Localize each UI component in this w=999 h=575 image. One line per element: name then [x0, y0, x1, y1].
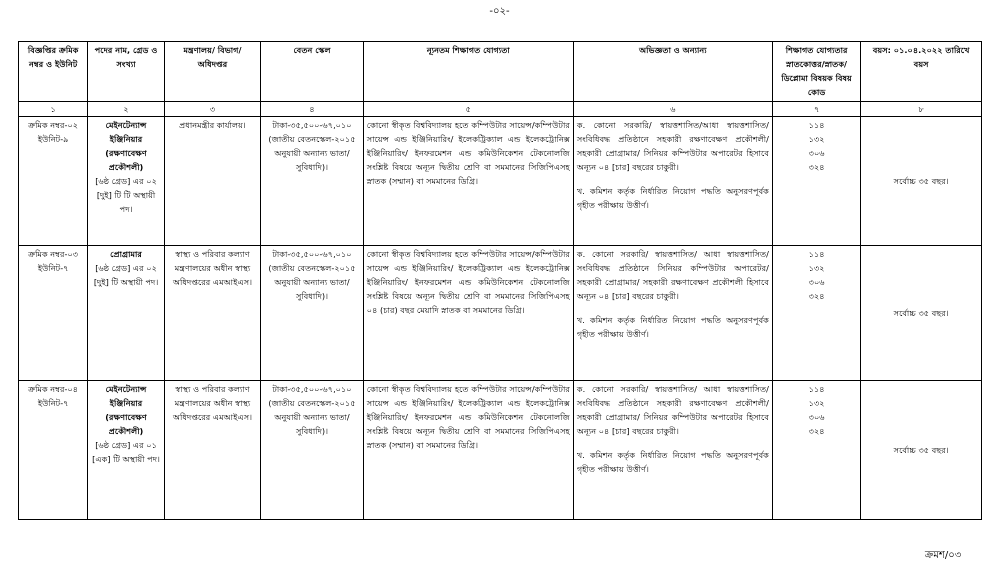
job-circular-table — [18, 41, 982, 520]
post-detail: [৬ষ্ঠ গ্রেড] এর ০২ [দুই] টি টি অস্থায়ী পদ। — [95, 176, 157, 214]
post-cell — [88, 117, 164, 246]
column-number: ৮ — [861, 102, 982, 117]
column-number: ৭ — [772, 102, 860, 117]
education-cell: কোনো স্বীকৃত বিশ্ববিদ্যালয় হতে কম্পিউটার সায়েন্স/কম্পিউটার সায়েন্স এন্ড ইঞ্জিনিয়ারিং/ ইলেকট্রিক্যাল এন্ড ইলেকট্রোনিক্স ইঞ্জিনিয়ারিং/ ইনফরমেশন এন্ড কমিউনিকেশন টেকনোলজি সংশ্লিষ্ট বিষয়ে অন্যূন দ্বিতীয় শ্রেণি বা সমমানের সিজিপিএসহ স্নাতক (সম্মান) বা সমমানের ডিগ্রি। — [363, 381, 573, 520]
subject-code: ৩০৬ — [808, 148, 825, 158]
ministry-cell: প্রধানমন্ত্রীর কার্যালয়। — [164, 117, 261, 246]
header-row — [19, 42, 982, 102]
serial-cell: ক্রমিক নম্বর-০৩ ইউনিট-৭ — [19, 246, 88, 381]
subject-code: ৩২৪ — [808, 162, 825, 172]
table-row — [19, 381, 982, 520]
subject-code-cell — [772, 117, 860, 246]
serial-cell: ক্রমিক নম্বর-০২ ইউনিট-৯ — [19, 117, 88, 246]
post-name: মেইনটেন্যান্স ইঞ্জিনিয়ার (রক্ষণাবেক্ষণ প্রকৌশলী) — [105, 120, 147, 172]
experience-clause-kha: খ. কমিশন কর্তৃক নির্ধারিত নিয়োগ পদ্ধতি অনুসরণপূর্বক গৃহীত পরীক্ষায় উত্তীর্ণ। — [576, 186, 769, 210]
column-number: ৫ — [363, 102, 573, 117]
experience-clause-kha: খ. কমিশন কর্তৃক নির্ধারিত নিয়োগ পদ্ধতি অনুসরণপূর্বক গৃহীত পরীক্ষায় উত্তীর্ণ। — [576, 315, 769, 339]
header-experience: অভিজ্ঞতা ও অন্যান্য — [573, 42, 772, 102]
subject-code: ১১৪ — [808, 120, 825, 130]
header-post: পদের নাম, গ্রেড ও সংখ্যা — [88, 42, 164, 102]
subject-code-cell — [772, 381, 860, 520]
post-detail: [৬ষ্ঠ গ্রেড] এর ০১ [এক] টি অস্থায়ী পদ। — [92, 440, 160, 464]
experience-clause-ka: ক. কোনো সরকারি/ স্বায়ত্তশাসিত/ আধা স্বায়ত্তশাসিত/ সংবিধিবদ্ধ প্রতিষ্ঠানে সিনিয়র কম্পিউটার অপারেটর/সহকারী প্রোগ্রামার/ সহকারী রক্ষণাবেক্ষণ প্রকৌশলী হিসাবে অন্যূন ০৪ [চার] বছরের চাকুরী। — [576, 249, 769, 301]
header-subject-code: শিক্ষাগত যোগ্যতার স্নাতকোত্তর/স্নাতক/ ডিপ্লোমা বিষয়ক বিষয় কোড — [772, 42, 860, 102]
subject-code: ১৩২ — [808, 263, 825, 273]
column-number: ১ — [19, 102, 88, 117]
table-row — [19, 117, 982, 246]
subject-code: ১৩২ — [808, 134, 825, 144]
education-cell: কোনো স্বীকৃত বিশ্ববিদ্যালয় হতে কম্পিউটার সায়েন্স/কম্পিউটার সায়েন্স এন্ড ইঞ্জিনিয়ারিং/ ইলেকট্রিক্যাল এন্ড ইলেকট্রোনিক্স ইঞ্জিনিয়ারিং/ ইনফরমেশন এন্ড কমিউনিকেশন টেকনোলজি সংশ্লিষ্ট বিষয়ে অন্যূন দ্বিতীয় শ্রেণি বা সমমানের সিজিপিএসহ ০৪ (চার) বছর মেয়াদি স্নাতক বা সমমানের ডিগ্রি। — [363, 246, 573, 381]
post-cell — [88, 381, 164, 520]
post-name: প্রোগ্রামার — [110, 249, 142, 259]
continuation-note: ক্রমশ/০৩ — [925, 550, 962, 561]
header-age: বয়স: ০১.০৪.২০২২ তারিখে বয়স — [861, 42, 982, 102]
experience-clause-kha: খ. কমিশন কর্তৃক নির্ধারিত নিয়োগ পদ্ধতি অনুসরণপূর্বক গৃহীত পরীক্ষায় উত্তীর্ণ। — [576, 450, 769, 474]
page-number: -০২- — [489, 6, 510, 17]
subject-code: ৩০৬ — [808, 277, 825, 287]
table-row — [19, 246, 982, 381]
experience-clause-ka: ক. কোনো সরকারি/ স্বায়ত্তশাসিত/ আধা স্বায়ত্তশাসিত/সংবিধিবদ্ধ প্রতিষ্ঠানে সহকারী রক্ষণাবেক্ষণ প্রকৌশলী/সহকারী প্রোগ্রামার/ সিনিয়র কম্পিউটার অপারেটর হিসাবে অন্যূন ০৪ [চার] বছরের চাকুরী। — [576, 384, 769, 436]
subject-code: ৩২৪ — [808, 426, 825, 436]
age-cell: সর্বোচ্চ ৩৫ বছর। — [861, 246, 982, 381]
pay-scale-cell: টাকা-৩৫,৫০০-৬৭,০১০ (জাতীয় বেতনস্কেল-২০১৫ অনুযায়ী অন্যান্য ভাতা/সুবিধাদি)। — [261, 117, 364, 246]
column-number: ৩ — [164, 102, 261, 117]
serial-cell: ক্রমিক নম্বর-০৪ ইউনিট-৭ — [19, 381, 88, 520]
experience-cell — [573, 117, 772, 246]
pay-scale-cell: টাকা-৩৫,৫০০-৬৭,০১০ (জাতীয় বেতনস্কেল-২০১৫ অনুযায়ী অন্যান্য ভাতা/সুবিধাদি)। — [261, 381, 364, 520]
experience-cell — [573, 381, 772, 520]
ministry-cell: স্বাস্থ্য ও পরিবার কল্যাণ মন্ত্রণালয়ের অধীন স্বাস্থ্য অধিদপ্তরের এমআইএস। — [164, 246, 261, 381]
ministry-cell: স্বাস্থ্য ও পরিবার কল্যাণ মন্ত্রণালয়ের অধীন স্বাস্থ্য অধিদপ্তরের এমআইএস। — [164, 381, 261, 520]
subject-code: ১১৪ — [808, 384, 825, 394]
age-cell: সর্বোচ্চ ৩৫ বছর। — [861, 117, 982, 246]
subject-code: ৩২৪ — [808, 291, 825, 301]
subject-code: ৩০৬ — [808, 412, 825, 422]
pay-scale-cell: টাকা-৩৫,৫০০-৬৭,০১০ (জাতীয় বেতনস্কেল-২০১৫ অনুযায়ী অন্যান্য ভাতা/সুবিধাদি)। — [261, 246, 364, 381]
subject-code: ১১৪ — [808, 249, 825, 259]
header-serial: বিজ্ঞপ্তির ক্রমিক নম্বর ও ইউনিট — [19, 42, 88, 102]
subject-code: ১৩২ — [808, 398, 825, 408]
age-cell: সর্বোচ্চ ৩৫ বছর। — [861, 381, 982, 520]
header-pay-scale: বেতন স্কেল — [261, 42, 364, 102]
experience-cell — [573, 246, 772, 381]
education-cell: কোনো স্বীকৃত বিশ্ববিদ্যালয় হতে কম্পিউটার সায়েন্স/কম্পিউটার সায়েন্স এন্ড ইঞ্জিনিয়ারিং/ ইলেকট্রিক্যাল এন্ড ইলেকট্রোনিক্স ইঞ্জিনিয়ারিং/ ইনফরমেশন এন্ড কমিউনিকেশন টেকনোলজি সংশ্লিষ্ট বিষয়ে অন্যূন দ্বিতীয় শ্রেণি বা সমমানের সিজিপিএসহ স্নাতক (সম্মান) বা সমমানের ডিগ্রি। — [363, 117, 573, 246]
column-number: ২ — [88, 102, 164, 117]
column-number-row — [19, 102, 982, 117]
post-detail: [৬ষ্ঠ গ্রেড] এর ০২ [দুই] টি অস্থায়ী পদ। — [93, 263, 159, 287]
subject-code-cell — [772, 246, 860, 381]
experience-clause-ka: ক. কোনো সরকারি/ স্বায়ত্তশাসিত/আধা স্বায়ত্তশাসিত/সংবিধিবদ্ধ প্রতিষ্ঠানে সহকারী রক্ষণাবেক্ষণ প্রকৌশলী/সহকারী প্রোগ্রামার/ সিনিয়র কম্পিউটার অপারেটর হিসাবে অন্যূন ০৪ [চার] বছরের চাকুরী। — [576, 120, 769, 172]
header-ministry: মন্ত্রণালয়/ বিভাগ/ অধিদপ্তর — [164, 42, 261, 102]
post-name: মেইনটেন্যান্স ইঞ্জিনিয়ার (রক্ষণাবেক্ষণ প্রকৌশলী) — [105, 384, 147, 436]
header-education: ন্যূনতম শিক্ষাগত যোগ্যতা — [363, 42, 573, 102]
post-cell — [88, 246, 164, 381]
column-number: ৬ — [573, 102, 772, 117]
column-number: ৪ — [261, 102, 364, 117]
